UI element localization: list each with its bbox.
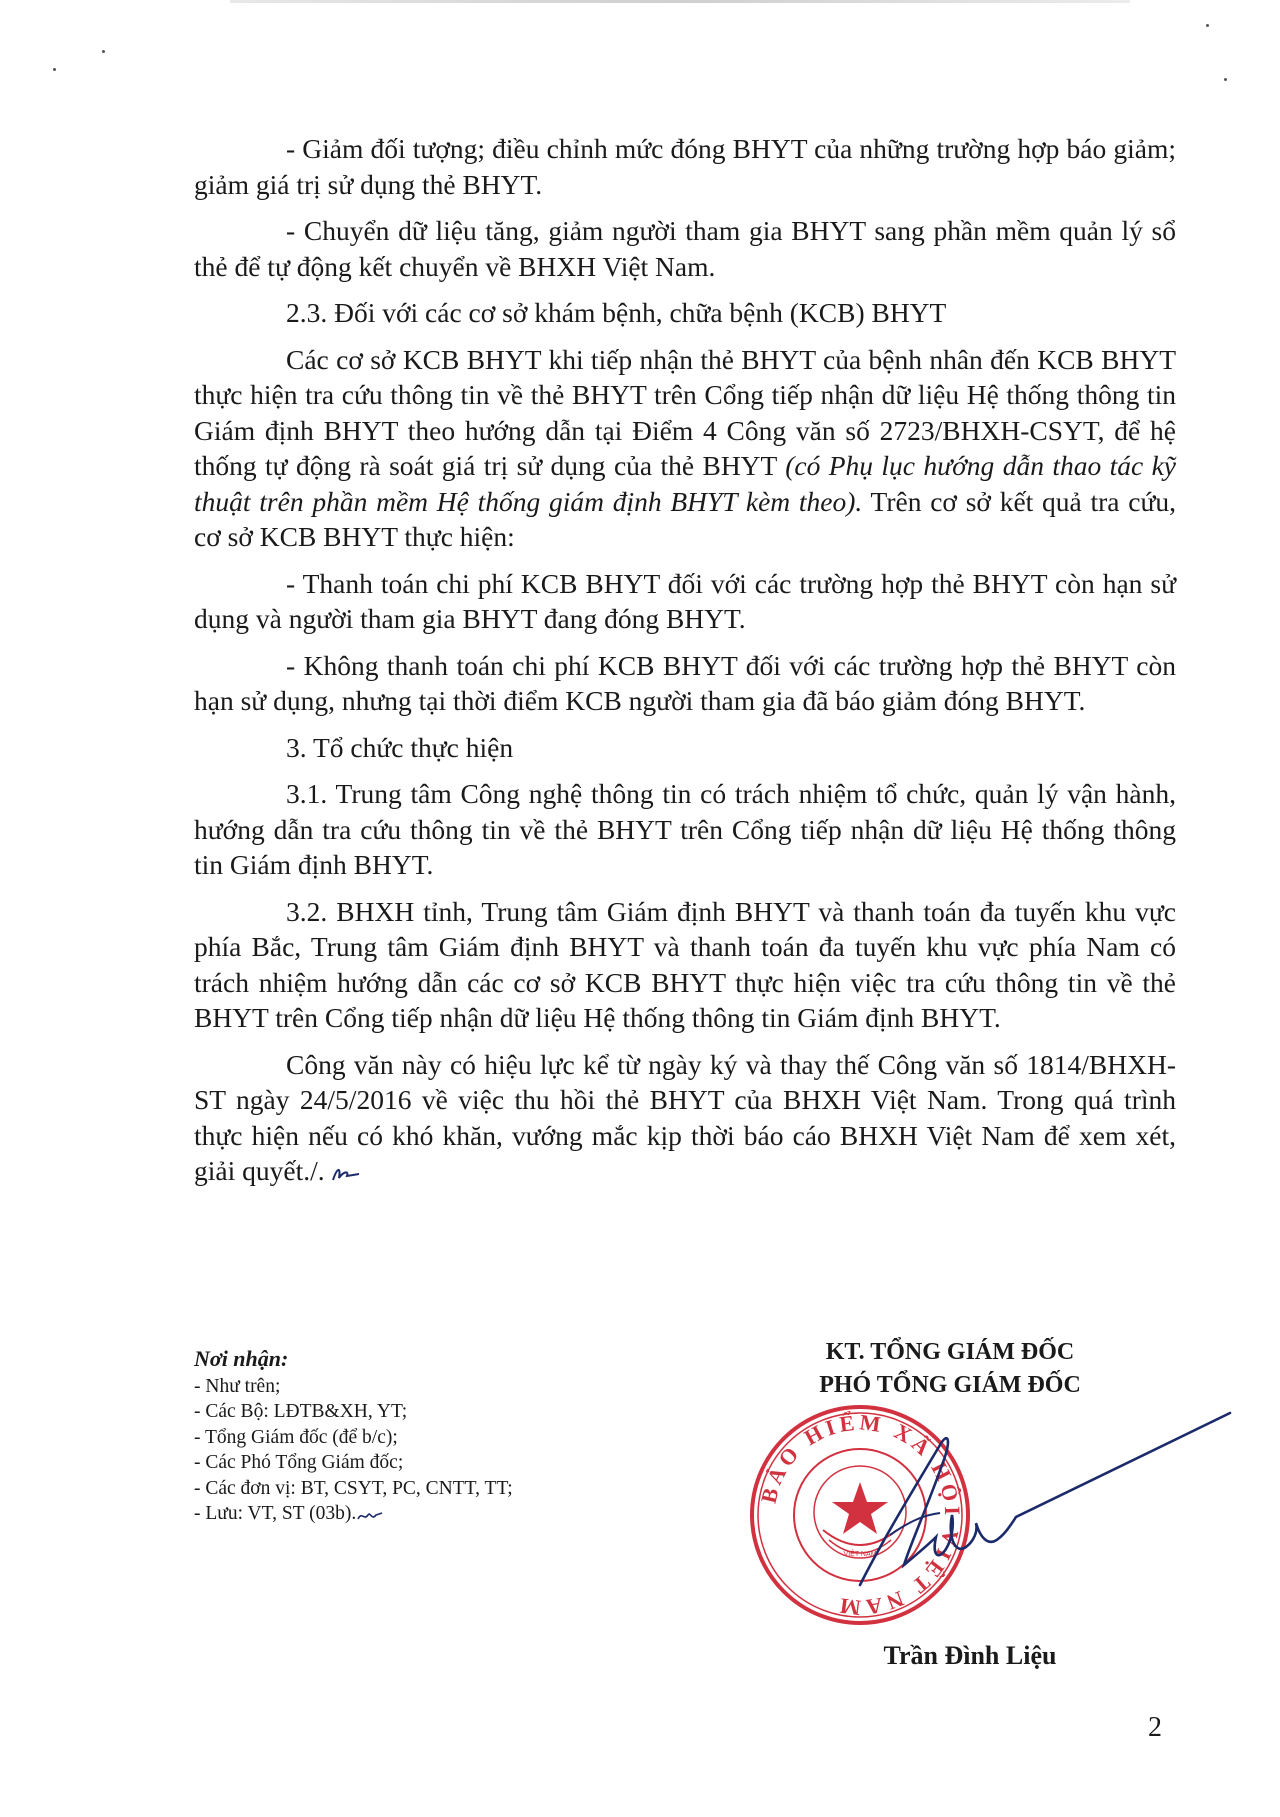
paragraph-3-1: 3.1. Trung tâm Công nghệ thông tin có trách nhiệm tổ chức, quản lý vận hành, hướng dẫn tra cứu thông tin về thẻ BHYT trên Cổng tiếp nhận dữ liệu Hệ thống thông tin Giám định BHYT.	[194, 778, 1176, 880]
initial-mark-icon	[356, 1507, 384, 1523]
appendix-note: (có Phụ lục hướng dẫn thao tác kỹ thuật trên phần mềm Hệ thống giám định BHYT kèm theo).	[194, 450, 1176, 517]
paragraph-giam-doi-tuong: - Giảm đối tượng; điều chỉnh mức đóng BHYT của những trường hợp báo giảm; giảm giá trị sử dụng thẻ BHYT.	[194, 133, 1176, 200]
scan-speck	[102, 50, 105, 53]
handwritten-signature	[820, 1405, 1240, 1595]
svg-text:BẢO HIỂM XÃ HỘI VIỆT NAM: BẢO HIỂM XÃ HỘI VIỆT NAM	[755, 1409, 966, 1621]
scan-speck	[53, 68, 56, 71]
signer-title-line-1: KT. TỔNG GIÁM ĐỐC	[825, 1339, 1075, 1365]
signer-block	[740, 1336, 1160, 1402]
recipient-item: - Các Phó Tổng Giám đốc;	[194, 1452, 404, 1473]
page-number: 2	[1148, 1712, 1162, 1743]
section-heading-3: 3. Tổ chức thực hiện	[286, 731, 514, 763]
recipients-title: Nơi nhận:	[194, 1346, 289, 1371]
paragraph-text: Trên cơ sở kết quả tra cứu, cơ sở KCB BHYT thực hiện:	[194, 485, 1177, 552]
paragraph-hieu-luc	[194, 1047, 1176, 1189]
recipient-item	[194, 1501, 664, 1527]
paragraph-thanh-toan: - Thanh toán chi phí KCB BHYT đối với các trường hợp thẻ BHYT còn hạn sử dụng và người tham gia BHYT đang đóng BHYT.	[194, 567, 1176, 634]
paragraph-khong-thanh-toan: - Không thanh toán chi phí KCB BHYT đối với các trường hợp thẻ BHYT còn hạn sử dụng, nhưng tại thời điểm KCB người tham gia đã báo giảm đóng BHYT.	[194, 649, 1176, 716]
paragraph-text: Các cơ sở KCB BHYT khi tiếp nhận thẻ BHYT của bệnh nhân đến KCB BHYT thực hiện tra cứu thông tin về thẻ BHYT trên Cổng tiếp nhận dữ liệu Hệ thống thông tin Giám định BHYT theo hướng dẫn tại Điểm 4 Công văn số 2723/BHXH-CSYT, để hệ thống tự động rà soát giá trị sử dụng của thẻ BHYT	[194, 343, 1176, 481]
recipient-item: - Như trên;	[194, 1375, 281, 1397]
recipient-item: - Các đơn vị: BT, CSYT, PC, CNTT, TT;	[194, 1477, 513, 1499]
svg-text:VIỆT NAM: VIỆT NAM	[843, 1551, 877, 1558]
recipients-block	[194, 1346, 664, 1527]
paragraph-chuyen-du-lieu: - Chuyển dữ liệu tăng, giảm người tham gia BHYT sang phần mềm quản lý sổ thẻ để tự động kết chuyển về BHXH Việt Nam.	[194, 215, 1176, 282]
scan-speck	[1224, 78, 1227, 81]
paragraph-kcb-tra-cuu	[194, 342, 1176, 555]
section-heading-2-3: 2.3. Đối với các cơ sở khám bệnh, chữa bệnh (KCB) BHYT	[286, 297, 947, 328]
scan-artifact-line	[230, 0, 1130, 3]
document-body	[194, 131, 1176, 1200]
signer-name: Trần Đình Liệu	[883, 1641, 1057, 1670]
recipient-item: - Tổng Giám đốc (để b/c);	[194, 1426, 398, 1448]
recipient-item: - Các Bộ: LĐTB&XH, YT;	[194, 1401, 408, 1422]
initial-mark-icon	[329, 1164, 363, 1184]
paragraph-3-2: 3.2. BHXH tỉnh, Trung tâm Giám định BHYT và thanh toán đa tuyến khu vực phía Bắc, Trung tâm Giám định BHYT và thanh toán đa tuyến khu vực phía Nam có trách nhiệm hướng dẫn các cơ sở KCB BHYT thực hiện việc tra cứu thông tin về thẻ BHYT trên Cổng tiếp nhận dữ liệu Hệ thống thông tin Giám định BHYT.	[194, 895, 1176, 1033]
scan-speck	[1206, 24, 1209, 27]
paragraph-text: Công văn này có hiệu lực kể từ ngày ký và thay thế Công văn số 1814/BHXH-ST ngày 24/5/2016 về việc thu hồi thẻ BHYT của BHXH Việt Nam. Trong quá trình thực hiện nếu có khó khăn, vướng mắc kịp thời báo cáo BHXH Việt Nam để xem xét, giải quyết./.	[194, 1048, 1176, 1186]
recipient-item-text: - Lưu: VT, ST (03b).	[194, 1503, 357, 1524]
recipients-list	[194, 1374, 664, 1527]
signer-title-line-2: PHÓ TỔNG GIÁM ĐỐC	[819, 1372, 1081, 1398]
